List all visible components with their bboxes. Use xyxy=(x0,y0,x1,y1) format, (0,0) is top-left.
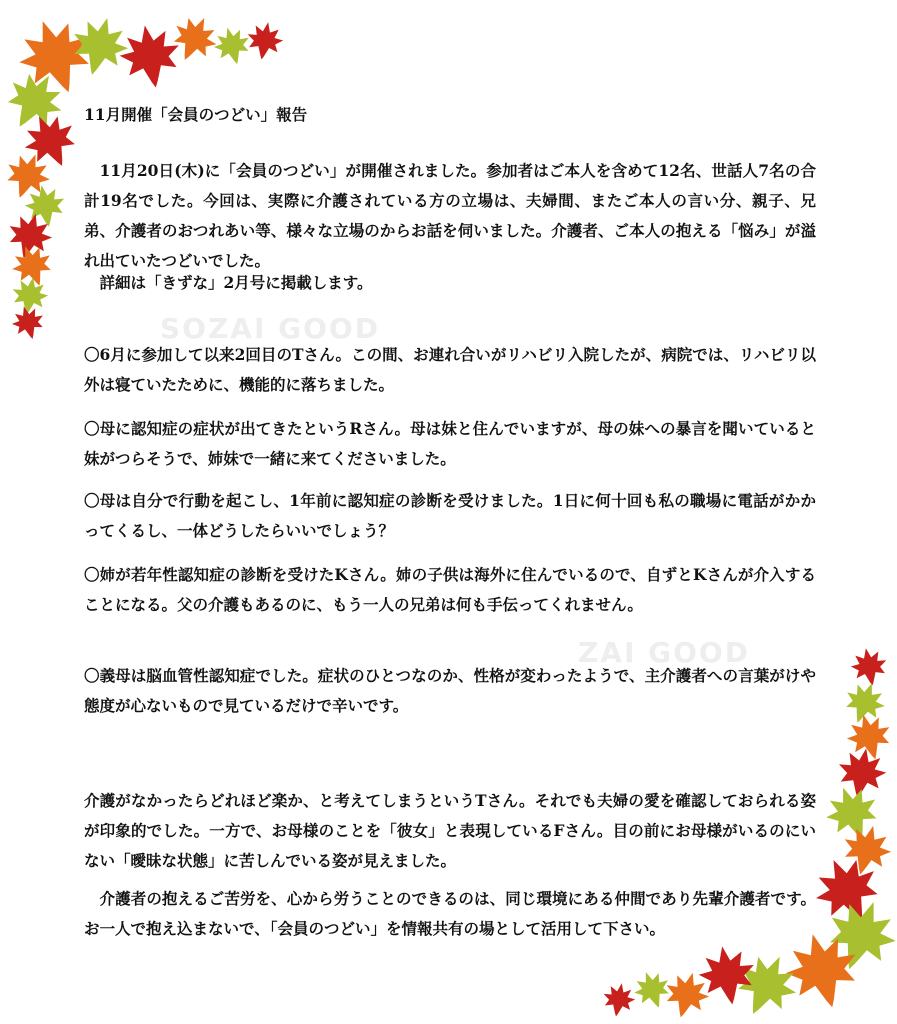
detail-note: 詳細は「きずな」2月号に掲載します。 xyxy=(99,273,373,292)
closing-paragraph: 介護者の抱えるご苦労を、心から労うことのできるのは、同じ環境にある仲間であり先輩介護者です。お一人で抱え込まないで、「会員のつどい」を情報共有の場として活用して下さい。 xyxy=(84,889,816,938)
watermark: ZAI GOOD xyxy=(578,636,750,669)
report-title: 11月開催「会員のつどい」報告 xyxy=(84,105,308,124)
conclusion-paragraph: 介護がなかったらどれほど楽か、と考えてしまうというTさん。それでも夫婦の愛を確認しておられる姿が印象的でした。一方で、お母様のことを「彼女」と表現しているFさん。目の前にお母様がいるのにいない「曖昧な状態」に苦しんでいる姿が見えました。 xyxy=(84,791,816,870)
comment-item: 〇姉が若年性認知症の診断を受けたKさん。姉の子供は海外に住んでいるので、自ずとKさんが介入することになる。父の介護もあるのに、もう一人の兄弟は何も手伝ってくれません。 xyxy=(84,565,816,614)
watermark: SOZAI GOOD xyxy=(160,312,380,345)
comment-item: 〇母は自分で行動を起こし、1年前に認知症の診断を受けました。1日に何十回も私の職場に電話がかかってくるし、一体どうしたらいいでしょう？ xyxy=(84,491,816,540)
comment-item: 〇母に認知症の症状が出てきたというRさん。母は妹と住んでいますが、母の妹への暴言を聞いていると妹がつらそうで、姉妹で一緒に来てくださいました。 xyxy=(84,419,816,468)
intro-paragraph: 11月20日(木)に「会員のつどい」が開催されました。参加者はご本人を含めて12名、世話人7名の合計19名でした。今回は、実際に介護されている方の立場は、夫婦間、またご本人の言い分、親子、兄弟、介護者のおつれあい等、様々な立場のからお話を伺いました。介護者、ご本人の抱える「悩み」が溢れ出ていたつどいでした。 xyxy=(84,161,816,270)
comment-item: 〇義母は脳血管性認知症でした。症状のひとつなのか、性格が変わったようで、主介護者への言葉がけや態度が心ないもので見ているだけで辛いです。 xyxy=(84,666,816,715)
comment-item: 〇6月に参加して以来2回目のTさん。この間、お連れ合いがリハビリ入院したが、病院では、リハビリ以外は寝ていたために、機能的に落ちました。 xyxy=(84,345,816,394)
